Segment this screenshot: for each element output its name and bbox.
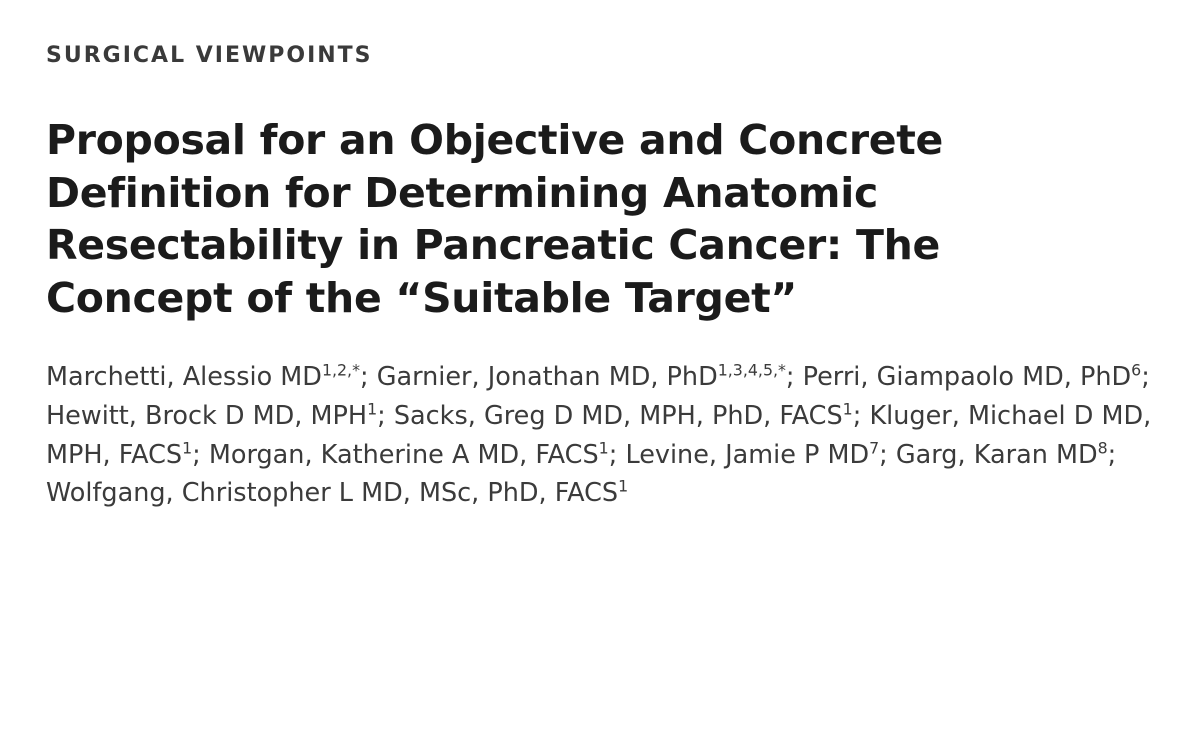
author-name: Levine, Jamie P MD [625, 439, 870, 470]
author-separator: ; [192, 439, 209, 470]
author-name: Garg, Karan MD [895, 439, 1098, 470]
author-affiliation-marker: 1,2,* [321, 360, 360, 380]
author-name: Hewitt, Brock D MD, MPH [46, 400, 368, 431]
author-name: Wolfgang, Christopher L MD, MSc, PhD, FACS [46, 478, 619, 509]
author-affiliation-marker: 1 [842, 399, 853, 419]
author-name: Perri, Giampaolo MD, PhD [802, 362, 1132, 393]
author-separator: ; [879, 439, 896, 470]
author-list [46, 358, 1154, 513]
author-separator: ; [359, 362, 377, 393]
author-separator: ; [785, 362, 803, 393]
author-affiliation-marker: 1,3,4,5,* [717, 360, 786, 380]
author-separator: ; [1107, 439, 1117, 470]
author-affiliation-marker: 1 [598, 438, 609, 458]
author-name: Garnier, Jonathan MD, PhD [376, 362, 718, 393]
author-separator: ; [1141, 362, 1150, 393]
author-name: Sacks, Greg D MD, MPH, PhD, FACS [393, 400, 843, 431]
author-affiliation-marker: 7 [869, 438, 880, 458]
author-separator: ; [608, 439, 626, 470]
author-name: Marchetti, Alessio MD [46, 362, 322, 393]
author-affiliation-marker: 6 [1131, 360, 1142, 380]
author-name: Kluger, Michael D MD, MPH, FACS [46, 400, 1152, 470]
author-separator: ; [852, 400, 870, 431]
author-affiliation-marker: 1 [182, 438, 193, 458]
author-affiliation-marker: 1 [618, 476, 629, 496]
page-title: Proposal for an Objective and Concrete Definition for Determining Anatomic Resectability in Pancreatic Cancer: The Concept of the “Suitable Target” [46, 116, 944, 322]
author-name: Morgan, Katherine A MD, FACS [208, 439, 599, 470]
author-affiliation-marker: 1 [367, 399, 378, 419]
author-separator: ; [377, 400, 394, 431]
author-affiliation-marker: 8 [1097, 438, 1108, 458]
section-kicker: SURGICAL VIEWPOINTS [46, 43, 373, 68]
